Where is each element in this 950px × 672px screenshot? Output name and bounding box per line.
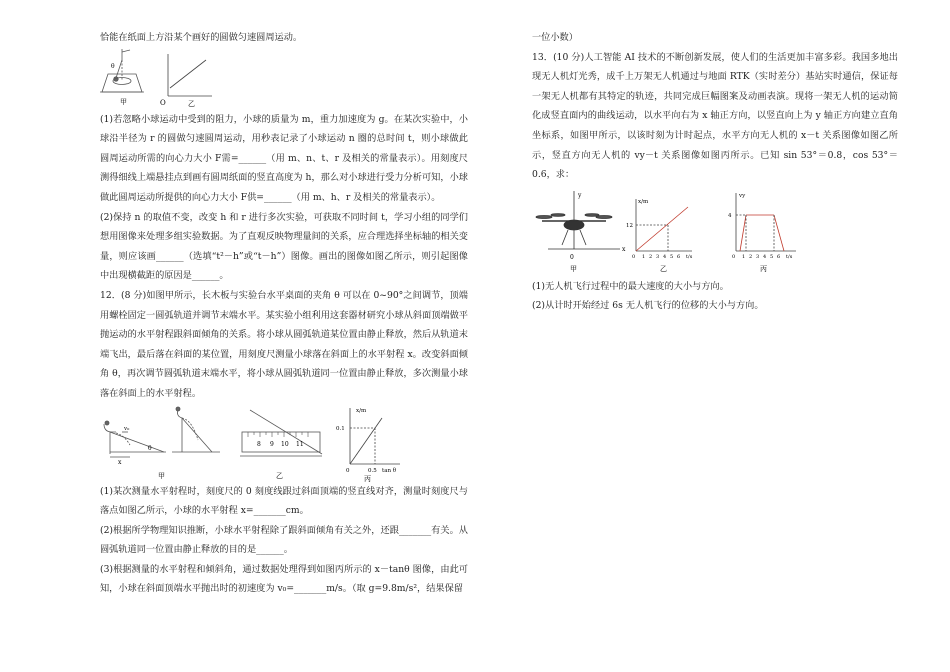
- figure-q11: [100, 48, 468, 110]
- figure-q11-svg: [100, 48, 468, 110]
- caption-yi: 乙: [188, 99, 195, 108]
- q13-part1: (1)无人机飞行过程中的最大速度的大小与方向。: [532, 280, 729, 292]
- q11-part1: (1)若忽略小球运动中受到的阻力，小球的质量为 m，重力加速度为 g。在某次实验中，小球沿半径为 r 的圆做匀速圆周运动，用秒表记录了小球运动 n 圈的总时间 t，则小球做此圆周运动所需的向心力大小 F需=______（用 m、n、t、r 及相关的常量表示）。用刻度尺测得细线上端悬挂点到画有圆周纸面的竖直高度为 h，那么对小球进行受力分析可知，小球做此圆周运动所提供的向心力大小 F供=______（用 m、h、r 及相关的常量表示）。: [100, 113, 468, 203]
- c-x-tick-2: 2: [749, 253, 753, 260]
- b-y-axis-label: x/m: [638, 198, 649, 205]
- caption-bing-q12: 丙: [364, 474, 371, 482]
- c-x-axis-label: t/s: [786, 253, 793, 260]
- t-h-graph: [168, 54, 212, 96]
- x-label: x: [118, 458, 122, 466]
- caption-yi-q13: 乙: [660, 264, 667, 273]
- caption-jia-q13: 甲: [570, 264, 577, 273]
- x-tick-label: 0.5: [368, 467, 377, 474]
- b-x-tick-3: 3: [656, 253, 660, 260]
- right-column: [532, 28, 898, 316]
- c-x-tick-1: 1: [742, 253, 746, 260]
- figure-q12: [100, 404, 468, 482]
- caption-yi-q12: 乙: [276, 471, 283, 480]
- drone-origin-label: 0: [570, 253, 574, 261]
- ruler-label-11: 11: [296, 440, 304, 448]
- drone-y-axis-label: y: [578, 191, 582, 199]
- b-y-tick-label: 12: [626, 222, 633, 229]
- q12-part1: (1)某次测量水平射程时，刻度尺的 0 刻度线跟过斜面顶端的竖直线对齐，测量时刻度尺与落点如图乙所示，小球的水平射程 x=_______cm。: [100, 485, 468, 517]
- ruler-diagram: [240, 410, 322, 456]
- c-x-tick-4: 4: [763, 253, 767, 260]
- figure-q12-svg: [100, 404, 468, 482]
- b-x-tick-1: 1: [642, 253, 646, 260]
- c-origin-label: 0: [732, 253, 736, 260]
- q12-part3: (3)根据测量的水平射程和倾斜角，通过数据处理得到如图丙所示的 x－tanθ 图像，由此可知，小球在斜面顶端水平抛出时的初速度为 v₀=_______m/s。（取 g=9.8m/s²，结果保留: [100, 563, 468, 595]
- q12-intro: 12．(8 分)如图甲所示，长木板与实验台水平桌面的夹角 θ 可以在 0~90°之间调节，顶端用螺栓固定一圆弧轨道并调节末端水平。某实验小组利用这套器材研究小球从斜面顶端做平抛运动的水平射程跟斜面倾角的关系。将小球从圆弧轨道某位置由静止释放，然后从轨道末端飞出，最后落在斜面的某位置，用刻度尺测量小球落在斜面上的水平射程 x。改变斜面倾角 θ，再次调节圆弧轨道末端水平，将小球从圆弧轨道同一位置由静止释放，多次测量小球落在斜面上的水平射程。: [100, 289, 468, 399]
- b-x-tick-4: 4: [663, 253, 667, 260]
- ruler-label-8: 8: [257, 440, 261, 448]
- ruler-label-9: 9: [270, 440, 274, 448]
- ruler-ticks: [248, 432, 308, 437]
- vy-t-graph: [736, 193, 796, 251]
- y-tick-label: 0.1: [336, 425, 345, 432]
- caption-jia: 甲: [120, 97, 127, 106]
- c-y-axis-label: vy: [739, 192, 746, 199]
- figure-q13: [532, 185, 898, 277]
- q11-part2: (2)保持 n 的取值不变，改变 h 和 r 进行多次实验，可获取不同时间 t，学习小组的同学们想用图像来处理多组实验数据。为了直观反映物理量间的关系，应合理选择坐标轴的相关变量，则应该画______（选填“t²－h”或“t－h”）图像。画出的图像如图乙所示，则引起图像中出现横截距的原因是______。: [100, 211, 468, 282]
- continuation-text: 一位小数）: [532, 32, 578, 43]
- drone-x-axis-label: x: [622, 245, 626, 253]
- origin-label: O: [160, 98, 166, 107]
- b-x-axis-label: t/s: [686, 253, 693, 260]
- c-x-tick-6: 6: [777, 253, 781, 260]
- intro-text: 恰能在纸面上方沿某个画好的圆做匀速圆周运动。: [100, 32, 303, 43]
- drone-diagram: [536, 191, 620, 249]
- x-axis-label: tan θ: [382, 467, 397, 474]
- q12-part2: (2)根据所学物理知识推断，小球水平射程除了跟斜面倾角有关之外，还跟_______有关。从圆弧轨道同一位置由静止释放的目的是______。: [100, 524, 468, 556]
- q13-intro: 13．(10 分)人工智能 AI 技术的不断创新发展，使人们的生活更加丰富多彩。我国多地出现无人机灯光秀，成千上万架无人机通过与地面 RTK（实时差分）基站实时通信，保证每一架无人机都有其特定的轨迹，共同完成巨幅图案及动画表演。现将一架无人机的运动简化成竖直面内的曲线运动，以水平向右为 x 轴正方向，以竖直向上为 y 轴正方向建立直角坐标系，如图甲所示，以该时刻为计时起点，水平方向无人机的 x－t 关系图像如图乙所示，竖直方向无人机的 vy－t 关系图像如图丙所示。已知 sin 53°＝0.8，cos 53°＝0.6，求：: [532, 51, 898, 181]
- y-axis-label: x/m: [356, 407, 367, 414]
- caption-bing-q13: 丙: [760, 264, 767, 273]
- left-column: [100, 28, 468, 599]
- q13-part2: (2)从计时开始经过 6s 无人机飞行的位移的大小与方向。: [532, 300, 764, 312]
- b-x-tick-2: 2: [649, 253, 653, 260]
- c-x-tick-3: 3: [756, 253, 760, 260]
- ruler-label-10: 10: [281, 440, 289, 448]
- b-origin-label: 0: [632, 253, 636, 260]
- figure-q13-svg: [532, 185, 898, 277]
- v0-label: v₀: [124, 425, 130, 432]
- incline-launch-diagram: [104, 407, 220, 457]
- x-t-graph: [636, 199, 692, 251]
- theta-label: θ: [111, 62, 115, 70]
- x-tan-graph: [350, 408, 400, 464]
- b-x-tick-6: 6: [677, 253, 681, 260]
- b-x-tick-5: 5: [670, 253, 674, 260]
- caption-jia-q12: 甲: [158, 471, 165, 480]
- theta-label-q12: θ: [148, 444, 152, 452]
- origin-label-q12: 0: [346, 467, 350, 474]
- conical-pendulum-diagram: [100, 49, 144, 92]
- c-x-tick-5: 5: [770, 253, 774, 260]
- c-y-tick-label: 4: [728, 212, 732, 219]
